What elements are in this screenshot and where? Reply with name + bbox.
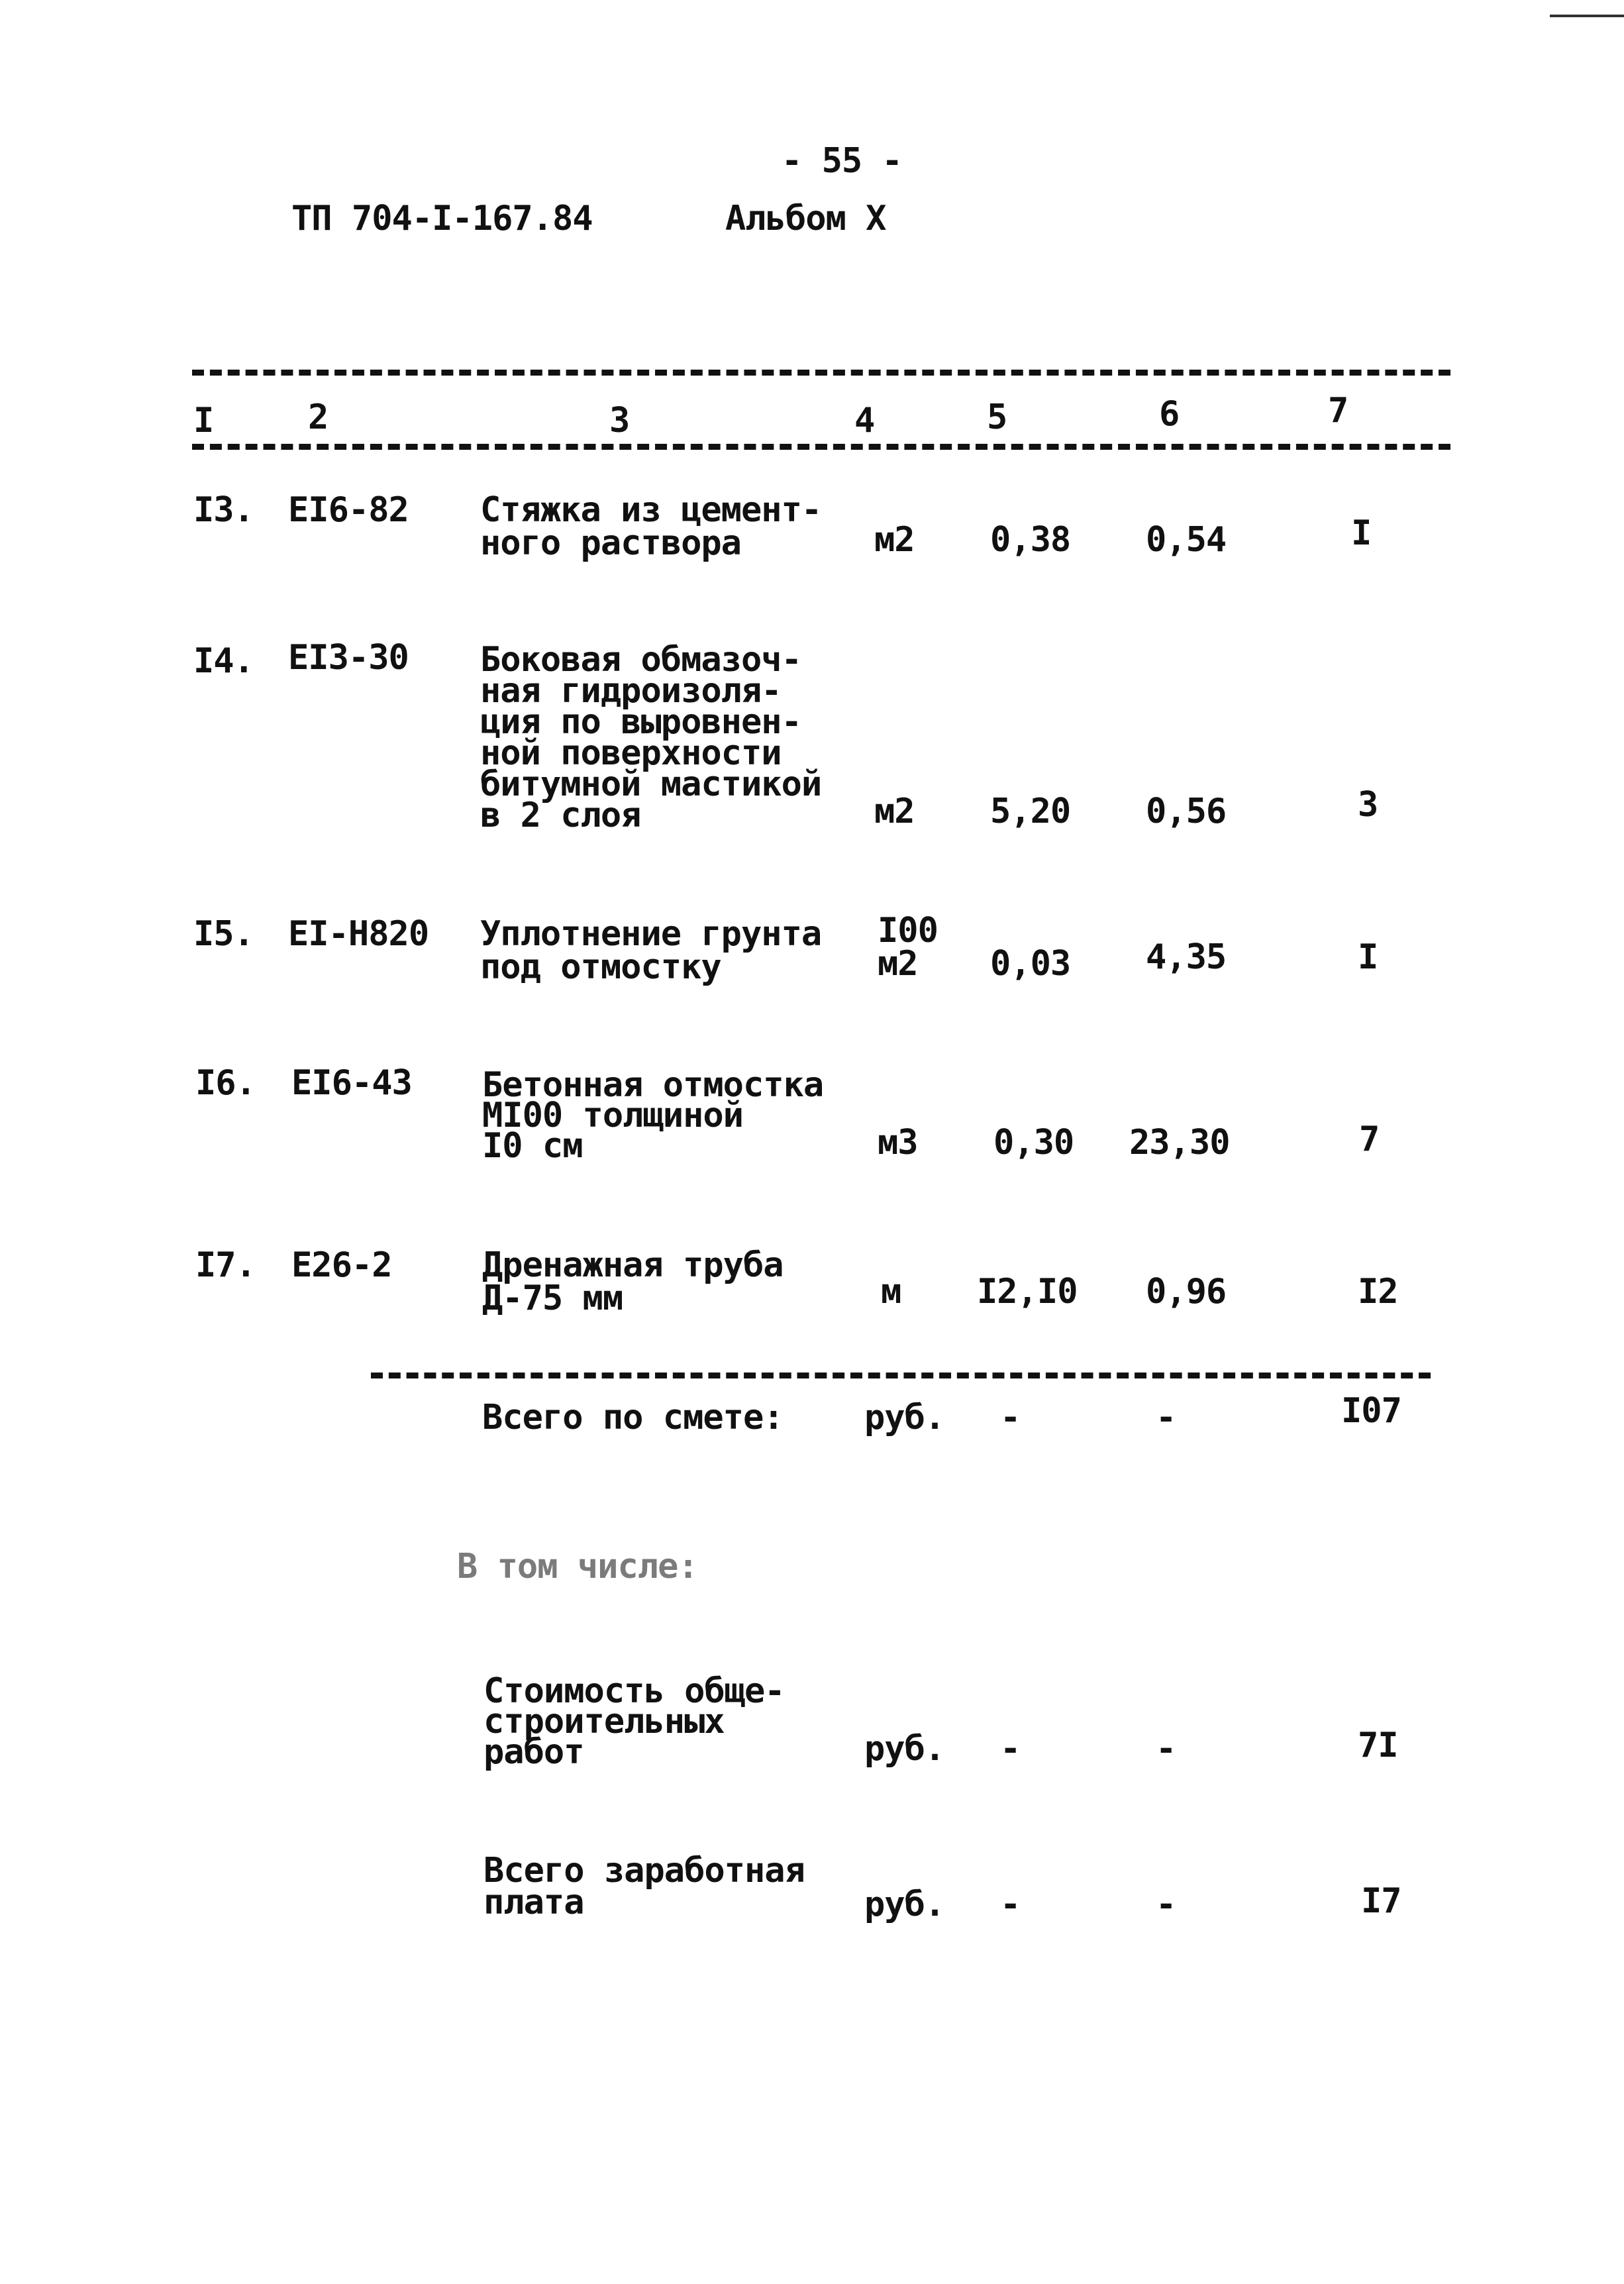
row-number: I3.	[193, 490, 254, 530]
column-header-1: I	[193, 401, 214, 441]
summary-wages-unit: руб.	[864, 1885, 945, 1924]
summary-total-col5: -	[1000, 1398, 1021, 1437]
row-code: EI6-43	[291, 1063, 412, 1103]
summary-construction-col6: -	[1156, 1729, 1176, 1769]
row-number: I7.	[195, 1245, 256, 1285]
row-description: Боковая обмазоч- ная гидроизоля- ция по выровнен- ной поверхности битумной мастикой в 2 слоя	[480, 640, 822, 835]
table-header-rule	[192, 444, 1450, 450]
summary-total-label: Всего по смете:	[482, 1398, 784, 1437]
row-description: Дренажная труба Д-75 мм	[482, 1245, 784, 1318]
page-number: - 55 -	[782, 141, 902, 181]
column-header-6: 6	[1159, 394, 1180, 434]
row-unit: м3	[878, 1123, 918, 1163]
album-label: Альбом X	[725, 199, 886, 238]
row-code: EI6-82	[288, 490, 409, 530]
summary-construction-label: Стоимость обще- строительных работ	[483, 1671, 785, 1772]
row-number: I5.	[193, 914, 254, 954]
summary-construction-value: 7I	[1358, 1726, 1398, 1765]
row-code: EI3-30	[288, 638, 409, 678]
row-code: EI-H820	[288, 914, 429, 954]
row-unit: I00 м2	[878, 911, 938, 984]
summary-total-unit: руб.	[864, 1398, 945, 1437]
column-header-4: 4	[854, 401, 875, 441]
row-unit-price: 0,96	[1146, 1272, 1227, 1312]
table-top-rule	[192, 370, 1450, 376]
row-total: 7	[1359, 1119, 1380, 1159]
column-header-7: 7	[1328, 391, 1348, 431]
row-unit: м2	[874, 520, 915, 560]
summary-wages-col5: -	[1000, 1885, 1021, 1924]
column-header-5: 5	[987, 397, 1007, 437]
column-header-3: 3	[609, 401, 630, 441]
summary-total-value: I07	[1341, 1391, 1401, 1431]
row-total: 3	[1358, 785, 1378, 825]
row-number: I4.	[193, 641, 254, 681]
including-label: В том числе:	[457, 1547, 698, 1586]
row-total: I	[1358, 937, 1378, 977]
row-unit-price: 23,30	[1129, 1123, 1230, 1163]
row-description: Бетонная отмостка МI00 толщиной I0 см	[482, 1065, 824, 1166]
summary-wages-value: I7	[1361, 1881, 1401, 1921]
summary-wages-col6: -	[1156, 1885, 1176, 1924]
column-header-2: 2	[308, 397, 329, 437]
row-quantity: 5,20	[990, 792, 1071, 831]
row-number: I6.	[195, 1063, 256, 1103]
row-unit-price: 0,54	[1146, 520, 1227, 560]
totals-rule	[371, 1373, 1431, 1378]
row-description: Стяжка из цемент- ного раствора	[480, 490, 822, 563]
row-total: I	[1351, 513, 1372, 553]
document-code: ТП 704-I-167.84	[291, 199, 593, 238]
row-quantity: 0,03	[990, 944, 1071, 984]
summary-construction-unit: руб.	[864, 1729, 945, 1769]
row-unit: м2	[874, 792, 915, 831]
row-unit-price: 0,56	[1146, 792, 1227, 831]
row-unit-price: 4,35	[1146, 937, 1227, 977]
row-quantity: 0,30	[993, 1123, 1074, 1163]
row-total: I2	[1358, 1272, 1398, 1312]
summary-wages-label: Всего заработная плата	[483, 1851, 805, 1922]
row-quantity: 0,38	[990, 520, 1071, 560]
row-unit: м	[881, 1272, 901, 1312]
row-quantity: I2,I0	[977, 1272, 1078, 1312]
summary-total-col6: -	[1156, 1398, 1176, 1437]
scan-edge-line	[1550, 15, 1624, 17]
row-code: E26-2	[291, 1245, 392, 1285]
summary-construction-col5: -	[1000, 1729, 1021, 1769]
row-description: Уплотнение грунта под отмостку	[480, 914, 822, 987]
